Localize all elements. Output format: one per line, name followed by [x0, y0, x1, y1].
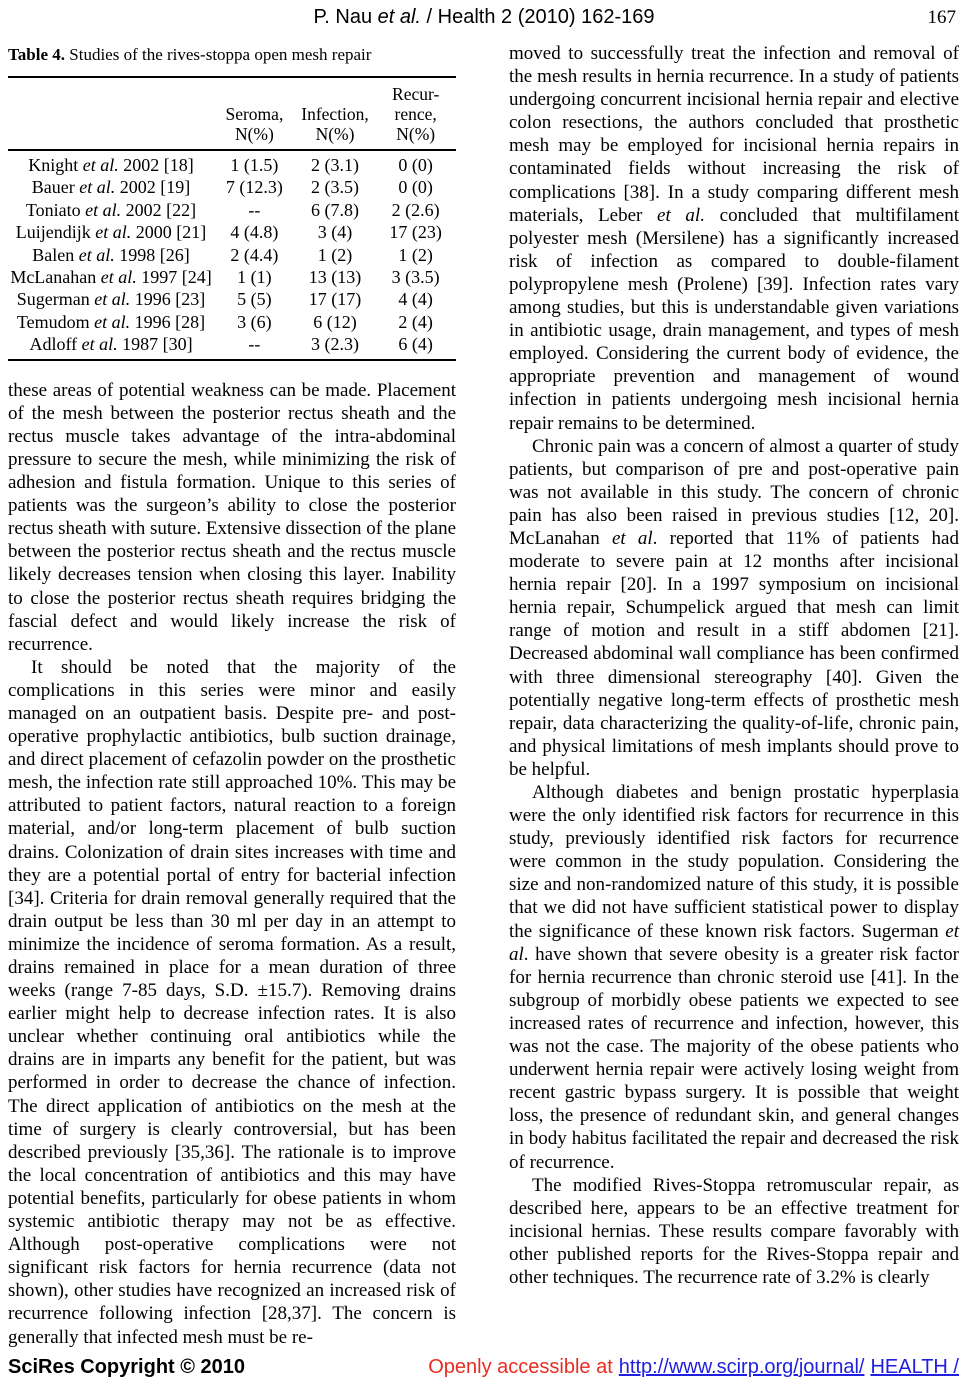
seroma-cell: 7 (12.3) [225, 177, 283, 198]
table-caption-label: Table 4. [8, 45, 66, 64]
recurrence-cell: 2 (2.6) [391, 199, 440, 220]
table-caption-text: Studies of the rives-stoppa open mesh repair [65, 45, 372, 64]
footer-copyright: SciRes Copyright © 2010 [8, 1356, 246, 1378]
text-run: Knight [28, 155, 83, 175]
italic-text: et al. [94, 289, 131, 310]
italic-text: et al. [79, 177, 116, 198]
text-run: concluded that multifilament polyester mesh (Mersilene) has a significantly increased risk of infection as compared to double-filament polypropylene mesh (Prolene) [39]. Infection rates vary among studies, but this is understandable given variations in antibiotic usage, drain management, and types of mesh employed. Considering the current body of evidence, the appropriate prevention and management of wound infection in patients undergoing mesh incisional hernia repair remains to be determined. [509, 204, 959, 434]
recurrence-cell: 3 (3.5) [391, 267, 440, 288]
footer-access-line [428, 1356, 959, 1379]
text-run: 1998 [26] [114, 244, 190, 265]
recurrence-cell: 1 (2) [398, 244, 433, 265]
infection-cell: 17 (17) [308, 289, 362, 310]
infection-cell: 13 (13) [308, 267, 362, 288]
italic-text: et al. [657, 204, 705, 226]
page-footer [8, 1356, 959, 1379]
text-run: Chronic pain was a concern of almost a quarter of study patients, but comparison of pre and post-operative pain was not available in this study. The concern of chronic pain has also been raised in previous studies [12, 20]. McLanahan [509, 435, 959, 549]
text-run: Adloff [29, 334, 82, 355]
right-column-text [509, 42, 959, 1289]
italic-text: et al. [377, 6, 421, 28]
text-run: 2002 [19] [115, 177, 191, 198]
recurrence-cell: 2 (4) [398, 311, 433, 332]
left-column [8, 42, 456, 1349]
recurrence-cell: 0 (0) [398, 177, 433, 198]
studies-table [8, 76, 456, 361]
table-header-row [8, 77, 456, 150]
text-run: McLanahan [10, 267, 101, 288]
text-run: Toniato [25, 199, 86, 220]
italic-text: et al. [94, 311, 131, 332]
recurrence-cell: 17 (23) [389, 222, 442, 243]
page-body [8, 42, 959, 1349]
footer-access-text: Openly accessible at [428, 1356, 613, 1378]
study-cell [8, 199, 214, 221]
italic-text: et al. [78, 244, 115, 265]
table-row [8, 288, 456, 310]
infection-cell: 1 (2) [317, 244, 353, 265]
italic-text: et al. [81, 334, 118, 355]
text-run: these areas of potential weakness can be made. Placement of the mesh between the posterior rectus sheath and the rectus muscle takes advantage of the intra-abdominal pressure to secure the mesh, while minimizing the risk of adhesion and fistula formation. Unique to this series of patients was the surgeon’s ability to close the posterior rectus sheath with suture. Extensive dissection of the plane between the posterior rectus sheath and the rectus muscle likely decreases tension when closing this layer. Inability to close the posterior rectus sheath requires bridging the fascial defect and would likely increase the risk of recurrence. [8, 379, 456, 655]
study-cell [8, 221, 214, 243]
text-run: The modified Rives-Stoppa retromuscular repair, as described here, appears to be an effective treatment for incisional hernias. These results compare favorably with other published reports for the Rives-Stoppa repair and other techniques. The recurrence rate of 3.2% is clearly [509, 1174, 959, 1288]
text-run: moved to successfully treat the infection and removal of the mesh results in hernia recurrence. In a study of patients undergoing concurrent incisional hernia repair and elective colon resections, the authors concluded that prosthetic mesh may be employed for incisional hernia repairs in contaminated fields without increasing the risk of complications [38]. In a study comparing different mesh materials, Leber [509, 43, 959, 226]
page-number: 167 [927, 7, 956, 28]
text-run: 2000 [21] [131, 222, 207, 243]
column-header [8, 77, 214, 150]
infection-cell: 6 (12) [313, 311, 357, 332]
column-header: Seroma, N(%) [225, 104, 284, 144]
table-row [8, 199, 456, 221]
table-caption [8, 44, 456, 65]
table-row [8, 221, 456, 243]
text-run: Bauer [31, 177, 80, 198]
table-row [8, 176, 456, 198]
infection-cell: 2 (3.1) [311, 155, 360, 175]
running-head-title [314, 6, 655, 28]
infection-cell: 6 (7.8) [311, 199, 360, 220]
right-column [509, 42, 959, 1349]
column-header: Recur- rence, N(%) [392, 84, 440, 144]
table-header [8, 77, 456, 150]
italic-text: et al. [82, 155, 119, 175]
seroma-cell: 4 (4.8) [230, 222, 279, 243]
text-run: 1996 [28] [130, 311, 206, 332]
infection-cell: 2 (3.5) [311, 177, 360, 198]
study-cell [8, 244, 214, 266]
column-header: Infection, N(%) [301, 104, 369, 144]
study-cell [8, 333, 214, 359]
seroma-cell: 5 (5) [237, 289, 272, 310]
health-journal-link[interactable]: HEALTH / [870, 1356, 959, 1378]
seroma-cell: 2 (4.4) [230, 244, 279, 265]
italic-text: et al [611, 527, 653, 549]
paragraph [8, 656, 456, 1349]
seroma-cell: -- [248, 199, 261, 220]
text-run: 1987 [30] [117, 334, 193, 355]
text-run: Balen [32, 244, 79, 265]
recurrence-cell: 6 (4) [398, 334, 433, 355]
text-run: Temudom [16, 311, 95, 332]
study-cell [8, 176, 214, 198]
italic-text: et al. [85, 199, 122, 220]
text-run: Sugerman [16, 289, 95, 310]
seroma-cell: 3 (6) [237, 311, 272, 332]
text-run: . reported that 11% of patients had moderate to severe pain at 12 months after incisional hernia repair [20]. In a 1997 symposium on incisional hernia repair, Schumpelick argued that mesh can limit range of motion and result in a stiff abdomen [21]. Decreased abdominal wall compliance has been confirmed with three dimensional stereography [40]. Given the potentially negative long-term effects of prosthetic mesh repair, data characterizing the quality-of-life, chronic pain, and physical limitations of mesh implants should prove to be helpful. [509, 527, 959, 780]
journal-url-link[interactable]: http://www.scirp.org/journal/ [618, 1356, 865, 1378]
seroma-cell: -- [248, 334, 261, 355]
italic-text: et al. [95, 222, 132, 243]
table-row [8, 244, 456, 266]
table-row [8, 266, 456, 288]
table-body [8, 150, 456, 360]
study-cell [8, 311, 214, 333]
table-row [8, 150, 456, 176]
text-run: Luijendijk [15, 222, 96, 243]
paragraph [509, 1174, 959, 1289]
recurrence-cell: 4 (4) [398, 289, 433, 310]
study-cell [8, 266, 214, 288]
infection-cell: 3 (2.3) [311, 334, 360, 355]
study-cell [8, 150, 214, 176]
text-run: / Health 2 (2010) 162-169 [420, 6, 655, 28]
infection-cell: 3 (4) [317, 222, 353, 243]
paragraph [509, 781, 959, 1174]
left-column-text [8, 379, 456, 1349]
paragraph [509, 42, 959, 435]
study-cell [8, 288, 214, 310]
running-head [0, 5, 968, 29]
italic-text: et al. [100, 267, 137, 288]
text-run: . have shown that severe obesity is a greater risk factor for hernia recurrence than chronic steroid use [41]. In the subgroup of morbidly obese patients we expected to see increased rates of recurrence and infection, however, this was not the case. The majority of the obese patients who underwent hernia repair were actively losing weight from recent gastric bypass surgery. It is possible that weight loss, the presence of redundant skin, and general changes in body habitus facilitated the repair and decreased the risk of recurrence. [509, 943, 959, 1173]
paragraph [509, 435, 959, 781]
text-run: It should be noted that the majority of the complications in this series were minor and easily managed on an outpatient basis. Despite pre- and post-operative prophylactic antibiotics, bulb suction drainage, and direct placement of cefazolin powder on the prosthetic mesh, the infection rate still approached 10%. This may be attributed to patient factors, natural reaction to a foreign material, and/or long-term placement of bulb suction drains. Colonization of drain sites increases with time and they are a potential portal of entry for bacterial infection [34]. Criteria for drain removal generally required that the drain output be less than 30 ml per day in an attempt to minimize the incidence of seroma formation. As a result, drains remained in place for a mean duration of three weeks (range 7-85 days, S.D. ±15.7). Removing drains earlier might help to decrease infection rates. It is also unclear whether continuing oral antibiotics while the drains are in imparts any benefit for the patient, but was performed in order to decrease the chance of infection. The direct application of antibiotics on the mesh at the time of surgery is clearly controversial, but has been described previously [35,36]. The rationale is to improve the local concentration of antibiotics and this may have potential benefits, particularly for obese patients in whom systemic antibiotic therapy may not be as effective. Although post-operative complications were not significant risk factors for hernia recurrence (data not shown), other studies have recognized an increased risk of recurrence following infection [28,37]. The concern is generally that infected mesh must be re- [8, 656, 456, 1348]
paragraph [8, 379, 456, 656]
table-row [8, 311, 456, 333]
text-run: P. Nau [313, 6, 378, 28]
text-run: 1997 [24] [136, 267, 212, 288]
seroma-cell: 1 (1) [237, 267, 272, 288]
text-run: 2002 [22] [121, 199, 197, 220]
text-run: Although diabetes and benign prostatic hyperplasia were the only identified risk factors for recurrence in this study, previously identified risk factors for recurrence were common in the study population. Considering the size and non-randomized nature of this study, it is possible that we did not have sufficient statistical power to display the significance of these known risk factors. Sugerman [509, 782, 959, 942]
seroma-cell: 1 (1.5) [230, 155, 279, 175]
italic-text: et al [509, 920, 959, 965]
text-run: 2002 [18] [118, 155, 194, 175]
recurrence-cell: 0 (0) [398, 155, 433, 175]
text-run: 1996 [23] [130, 289, 206, 310]
table-row [8, 333, 456, 359]
